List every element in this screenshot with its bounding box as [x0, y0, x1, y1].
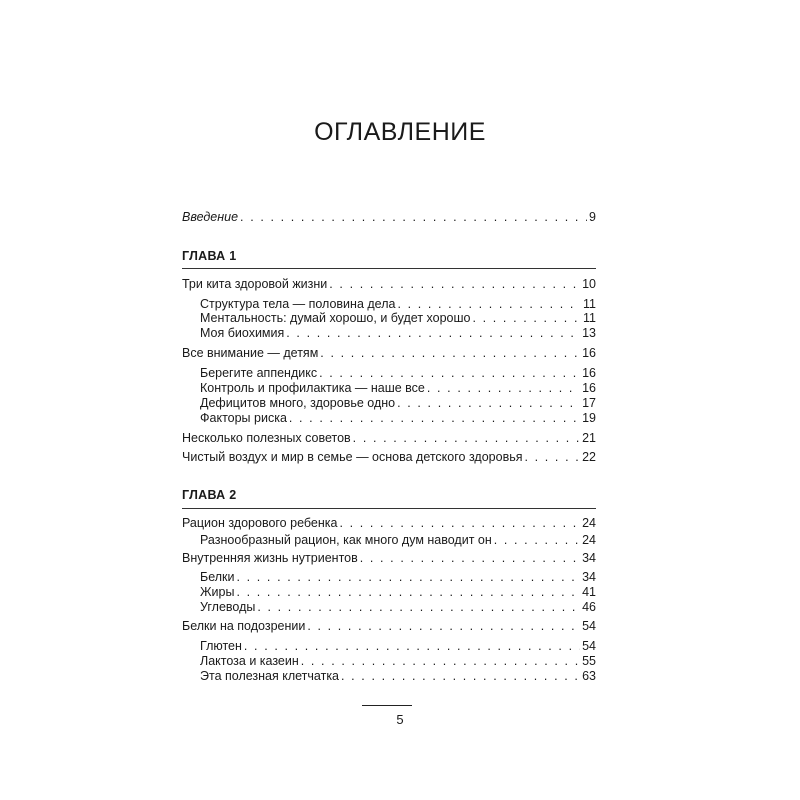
- toc-subentry[interactable]: [200, 600, 596, 615]
- dot-leader: [397, 396, 580, 411]
- dot-leader: [525, 450, 581, 465]
- toc-entry-title: Дефицитов много, здоровье одно: [200, 396, 396, 410]
- dot-leader: [360, 551, 580, 566]
- dot-leader: [329, 277, 580, 292]
- toc-entry-title: Рацион здорового ребенка: [182, 516, 338, 530]
- toc-entry-page: 9: [589, 210, 596, 224]
- toc-subentry[interactable]: [200, 381, 596, 396]
- dot-leader: [472, 311, 581, 326]
- toc-subentry[interactable]: [200, 366, 596, 381]
- toc-entry[interactable]: [182, 346, 596, 361]
- toc-subentry[interactable]: [200, 297, 596, 312]
- dot-leader: [286, 326, 580, 341]
- dot-leader: [320, 346, 580, 361]
- toc-entry-page: 16: [582, 381, 596, 395]
- toc-subentry[interactable]: [200, 570, 596, 585]
- toc-entry-page: 22: [582, 450, 596, 464]
- toc-entry-page: 10: [582, 277, 596, 291]
- toc-entry-page: 41: [582, 585, 596, 599]
- table-of-contents: [182, 0, 596, 800]
- toc-subentry[interactable]: [200, 396, 596, 411]
- toc-subentry[interactable]: [200, 311, 596, 326]
- toc-entry-page: 63: [582, 669, 596, 683]
- toc-subentry[interactable]: [200, 669, 596, 684]
- toc-entry[interactable]: [182, 431, 596, 446]
- toc-entry-title: Разнообразный рацион, как много дум наводит он: [200, 533, 492, 547]
- toc-entry-page: 19: [582, 411, 596, 425]
- toc-entry-title: Моя биохимия: [200, 326, 285, 340]
- toc-entry[interactable]: [182, 450, 596, 465]
- chapter-divider: [182, 508, 596, 509]
- toc-entry[interactable]: [182, 516, 596, 531]
- page-number: 5: [396, 712, 404, 727]
- toc-entry-title: Ментальность: думай хорошо, и будет хорошо: [200, 311, 471, 325]
- toc-entry-page: 24: [582, 533, 596, 547]
- dot-leader: [240, 210, 587, 225]
- toc-entry-title: Белки: [200, 570, 235, 584]
- toc-entry-title: Берегите аппендикс: [200, 366, 318, 380]
- toc-subentry[interactable]: [200, 639, 596, 654]
- toc-entry[interactable]: [182, 619, 596, 634]
- toc-subentry[interactable]: [200, 585, 596, 600]
- dot-leader: [397, 297, 581, 312]
- toc-subentry[interactable]: [200, 326, 596, 341]
- toc-subentry[interactable]: [200, 533, 596, 548]
- toc-entry-page: 34: [582, 551, 596, 565]
- toc-entry-page: 24: [582, 516, 596, 530]
- toc-entry-page: 13: [582, 326, 596, 340]
- toc-entry-page: 54: [582, 639, 596, 653]
- toc-entry-title: Белки на подозрении: [182, 619, 306, 633]
- toc-entry-title: Углеводы: [200, 600, 256, 614]
- toc-entry-title: Лактоза и казеин: [200, 654, 299, 668]
- toc-subentry[interactable]: [200, 654, 596, 669]
- chapter-heading: ГЛАВА 1: [182, 249, 237, 263]
- toc-entry-title: Три кита здоровой жизни: [182, 277, 328, 291]
- dot-leader: [494, 533, 580, 548]
- footer-divider: [362, 705, 412, 706]
- toc-entry-page: 34: [582, 570, 596, 584]
- chapter-divider: [182, 268, 596, 269]
- toc-entry-title: Эта полезная клетчатка: [200, 669, 340, 683]
- toc-subentry[interactable]: [200, 411, 596, 426]
- toc-entry-page: 46: [582, 600, 596, 614]
- toc-entry-title: Все внимание — детям: [182, 346, 319, 360]
- toc-entry[interactable]: [182, 277, 596, 292]
- toc-entry-page: 17: [582, 396, 596, 410]
- toc-entry-page: 11: [583, 311, 596, 325]
- toc-entry-page: 21: [582, 431, 596, 445]
- dot-leader: [301, 654, 580, 669]
- toc-entry-title: Введение: [182, 210, 239, 224]
- toc-entry-page: 54: [582, 619, 596, 633]
- dot-leader: [257, 600, 580, 615]
- chapter-heading: ГЛАВА 2: [182, 488, 237, 502]
- dot-leader: [236, 585, 580, 600]
- toc-entry-title: Внутренняя жизнь нутриентов: [182, 551, 358, 565]
- toc-entry-page: 55: [582, 654, 596, 668]
- dot-leader: [353, 431, 580, 446]
- toc-entry-page: 16: [582, 366, 596, 380]
- dot-leader: [339, 516, 580, 531]
- dot-leader: [244, 639, 580, 654]
- toc-entry-title: Несколько полезных советов: [182, 431, 351, 445]
- dot-leader: [319, 366, 580, 381]
- page-title: ОГЛАВЛЕНИЕ: [314, 118, 486, 146]
- toc-entry-page: 16: [582, 346, 596, 360]
- dot-leader: [427, 381, 580, 396]
- toc-entry-page: 11: [583, 297, 596, 311]
- toc-entry[interactable]: [182, 551, 596, 566]
- toc-entry-title: Структура тела — половина дела: [200, 297, 396, 311]
- toc-entry-title: Контроль и профилактика — наше все: [200, 381, 425, 395]
- toc-entry-title: Чистый воздух и мир в семье — основа детского здоровья: [182, 450, 523, 464]
- toc-entry-title: Глютен: [200, 639, 242, 653]
- dot-leader: [341, 669, 580, 684]
- dot-leader: [307, 619, 580, 634]
- toc-entry-title: Факторы риска: [200, 411, 287, 425]
- dot-leader: [237, 570, 581, 585]
- dot-leader: [289, 411, 580, 426]
- toc-entry-intro[interactable]: [182, 210, 596, 225]
- toc-entry-title: Жиры: [200, 585, 235, 599]
